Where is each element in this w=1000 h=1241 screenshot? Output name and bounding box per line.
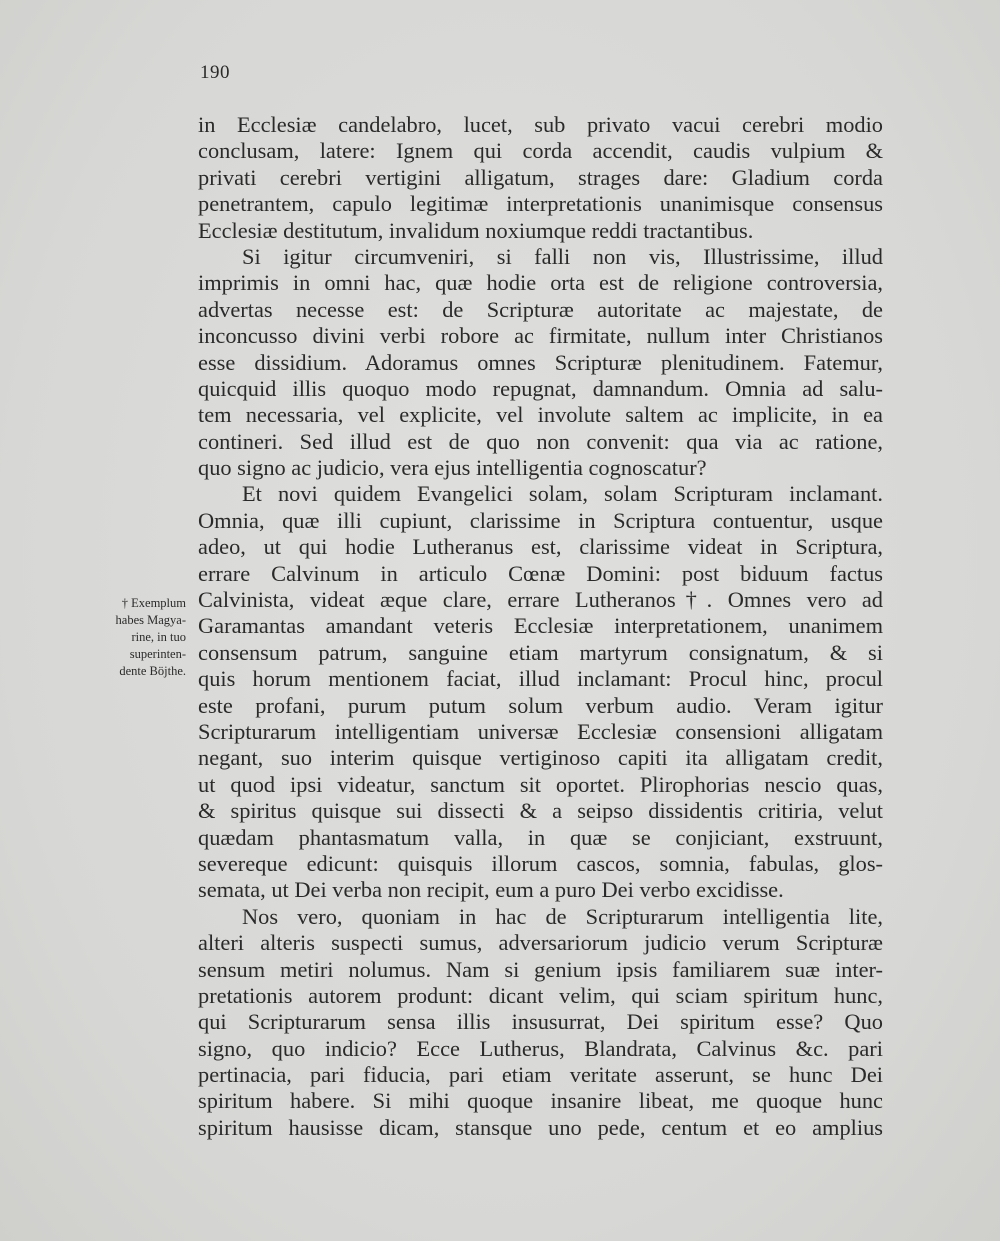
marginal-note-line: rine, in tuo: [131, 630, 186, 644]
text-line: privati cerebri vertigini alligatum, strages dare: Gladium corda: [198, 164, 883, 190]
marginal-note: [80, 595, 186, 680]
text-line: quicquid illis quoquo modo repugnat, damnandum. Omnia ad salu-: [198, 375, 883, 401]
body-text: [198, 112, 883, 1141]
text-line: pertinacia, pari fiducia, pari etiam veritate asserunt, se hunc Dei: [198, 1062, 883, 1088]
text-line: Garamantas amandant veteris Ecclesiæ interpretationem, unanimem: [198, 613, 883, 639]
text-line: Calvinista, videat æque clare, errare Lutheranos†. Omnes vero ad: [198, 587, 883, 613]
text-line: quædam phantasmatum valla, in quæ se conjiciant, exstruunt,: [198, 824, 883, 850]
marginal-note-line: dente Böjthe.: [119, 664, 186, 678]
text-line: Nos vero, quoniam in hac de Scripturarum intelligentia lite,: [242, 903, 883, 929]
text-line: conclusam, latere: Ignem qui corda accendit, caudis vulpium &: [198, 138, 883, 164]
text-line: pretationis autorem produnt: dicant velim, qui sciam spiritum hunc,: [198, 982, 883, 1008]
text-line: sensum metiri nolumus. Nam si genium ipsis familiarem suæ inter-: [198, 956, 883, 982]
text-line: inconcusso divini verbi robore ac firmitate, nullum inter Christianos: [198, 323, 883, 349]
text-line: este profani, purum putum solum verbum audio. Veram igitur: [198, 692, 883, 718]
text-line: esse dissidium. Adoramus omnes Scripturæ plenitudinem. Fatemur,: [198, 349, 883, 375]
marginal-note-line: † Exemplum: [121, 596, 186, 610]
text-line: semata, ut Dei verba non recipit, eum a puro Dei verbo excidisse.: [198, 877, 784, 903]
text-line: Si igitur circumveniri, si falli non vis, Illustrissime, illud: [242, 243, 883, 269]
text-line: & spiritus quisque sui dissecti & a seipso dissidentis critiria, velut: [198, 798, 883, 824]
text-line: alteri alteris suspecti sumus, adversariorum judicio verum Scripturæ: [198, 930, 883, 956]
text-line: contineri. Sed illud est de quo non convenit: qua via ac ratione,: [198, 428, 883, 454]
text-line: ut quod ipsi videatur, sanctum sit oportet. Plirophorias nescio quas,: [198, 771, 883, 797]
text-line: severeque edicunt: quisquis illorum cascos, somnia, fabulas, glos-: [198, 850, 883, 876]
text-line: tem necessaria, vel explicite, vel involute saltem ac implicite, in ea: [198, 402, 883, 428]
text-line: signo, quo indicio? Ecce Lutherus, Blandrata, Calvinus &c. pari: [198, 1035, 883, 1061]
text-line: Ecclesiæ destitutum, invalidum noxiumque reddi tractantibus.: [198, 217, 754, 243]
marginal-note-line: habes Magya-: [115, 613, 186, 627]
text-line: errare Calvinum in articulo Cœnæ Domini: post biduum factus: [198, 560, 883, 586]
text-line: spiritum hausisse dicam, stansque uno pede, centum et eo amplius: [198, 1114, 883, 1140]
text-line: consensum patrum, sanguine etiam martyrum consignatum, & si: [198, 639, 883, 665]
text-line: qui Scripturarum sensa illis insusurrat, Dei spiritum esse? Quo: [198, 1009, 883, 1035]
text-line: Scripturarum intelligentiam universæ Ecclesiæ consensioni alligatam: [198, 718, 883, 744]
text-line: adeo, ut qui hodie Lutheranus est, clarissime videat in Scriptura,: [198, 534, 883, 560]
text-line: quis horum mentionem faciat, illud inclamant: Procul hinc, procul: [198, 666, 883, 692]
text-line: negant, suo interim quisque vertiginoso capiti ita alligatam credit,: [198, 745, 883, 771]
text-line: quo signo ac judicio, vera ejus intelligentia cognoscatur?: [198, 455, 707, 481]
text-line: Omnia, quæ illi cupiunt, clarissime in Scriptura contuentur, usque: [198, 507, 883, 533]
page-number: 190: [200, 62, 230, 83]
marginal-note-line: superinten-: [129, 647, 186, 661]
text-line: penetrantem, capulo legitimæ interpretationis unanimisque consensus: [198, 191, 883, 217]
text-line: Et novi quidem Evangelici solam, solam Scripturam inclamant.: [242, 481, 883, 507]
text-line: advertas necesse est: de Scripturæ autoritate ac majestate, de: [198, 296, 883, 322]
text-line: spiritum habere. Si mihi quoque insanire libeat, me quoque hunc: [198, 1088, 883, 1114]
text-line: imprimis in omni hac, quæ hodie orta est de religione controversia,: [198, 270, 883, 296]
text-line: in Ecclesiæ candelabro, lucet, sub privato vacui cerebri modio: [198, 112, 883, 137]
